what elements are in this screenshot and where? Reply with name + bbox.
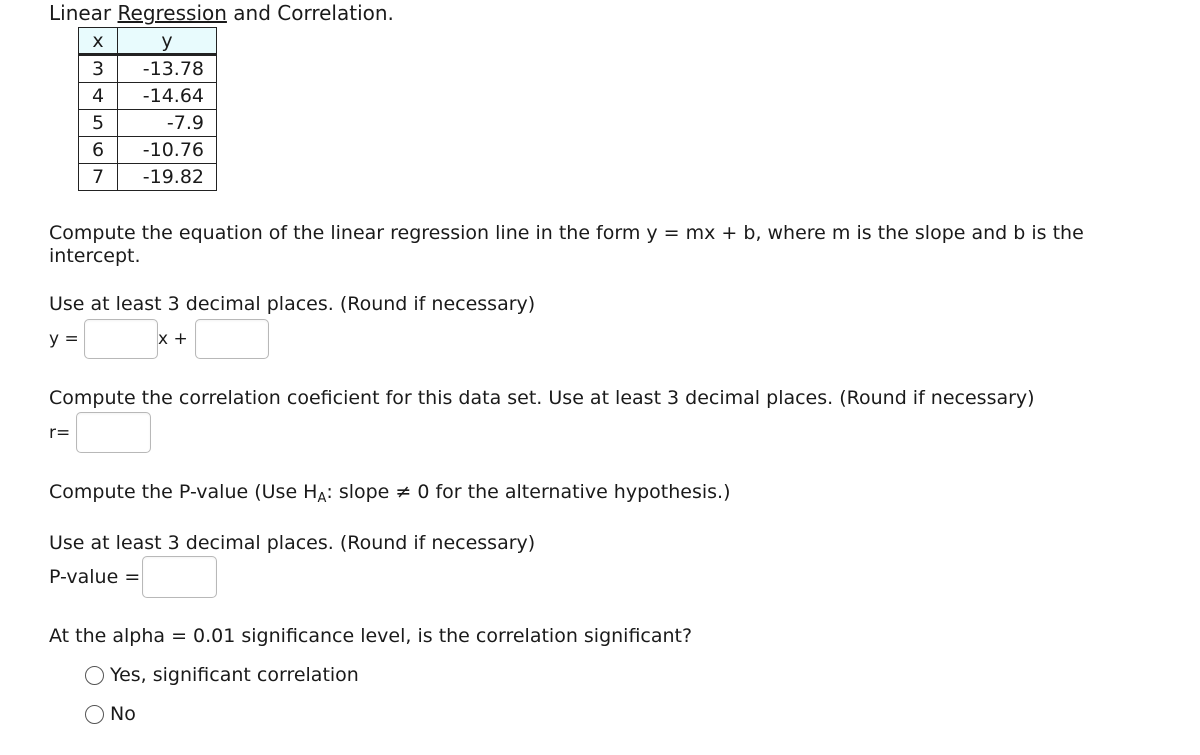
y-equals-label: y = — [49, 329, 79, 349]
header-x: x — [79, 28, 118, 55]
q3-precision-note: Use at least 3 decimal places. (Round if necessary) — [49, 532, 536, 554]
q4-prompt: At the alpha = 0.01 significance level, is the correlation significant? — [49, 625, 693, 647]
q1-prompt-line1: Compute the equation of the linear regression line in the form y = mx + b, where m is the slope and b is the — [49, 222, 1084, 244]
regression-word: Regression — [117, 1, 227, 25]
cell-y: -14.64 — [118, 83, 217, 110]
table-row — [79, 110, 217, 137]
subscript-a: A — [317, 491, 327, 506]
q1-prompt-line2: intercept. — [49, 245, 141, 267]
cell-y: -13.78 — [118, 55, 217, 83]
r-input[interactable] — [76, 412, 151, 453]
pvalue-input[interactable] — [142, 556, 217, 598]
table-row — [79, 164, 217, 191]
cell-x: 5 — [79, 110, 118, 137]
intercept-input[interactable] — [195, 319, 269, 359]
slope-input[interactable] — [84, 319, 158, 359]
option-yes-label[interactable]: Yes, significant correlation — [110, 664, 359, 686]
table-header-row — [79, 28, 217, 55]
header-y: y — [118, 28, 217, 55]
radio-no[interactable] — [85, 705, 104, 724]
data-table — [78, 27, 217, 191]
cell-x: 7 — [79, 164, 118, 191]
radio-yes[interactable] — [85, 666, 104, 685]
cell-x: 4 — [79, 83, 118, 110]
table-row — [79, 137, 217, 164]
r-label: r= — [49, 423, 71, 443]
table-row — [79, 83, 217, 110]
pvalue-label: P-value = — [49, 566, 141, 588]
cell-y: -10.76 — [118, 137, 217, 164]
q2-prompt: Compute the correlation coeficient for this data set. Use at least 3 decimal places. (Round if necessary) — [49, 387, 1035, 409]
cell-y: -7.9 — [118, 110, 217, 137]
cell-x: 3 — [79, 55, 118, 83]
cell-x: 6 — [79, 137, 118, 164]
cell-y: -19.82 — [118, 164, 217, 191]
page-title: Linear Regression and Correlation. — [49, 1, 394, 25]
table-row — [79, 55, 217, 83]
x-plus-label: x + — [158, 329, 188, 349]
q3-prompt: Compute the P-value (Use $H_A$: slope ≠ 0 for the alternative hypothesis.) — [49, 481, 731, 506]
option-no-label[interactable]: No — [110, 703, 136, 725]
q1-precision-note: Use at least 3 decimal places. (Round if necessary) — [49, 293, 536, 315]
